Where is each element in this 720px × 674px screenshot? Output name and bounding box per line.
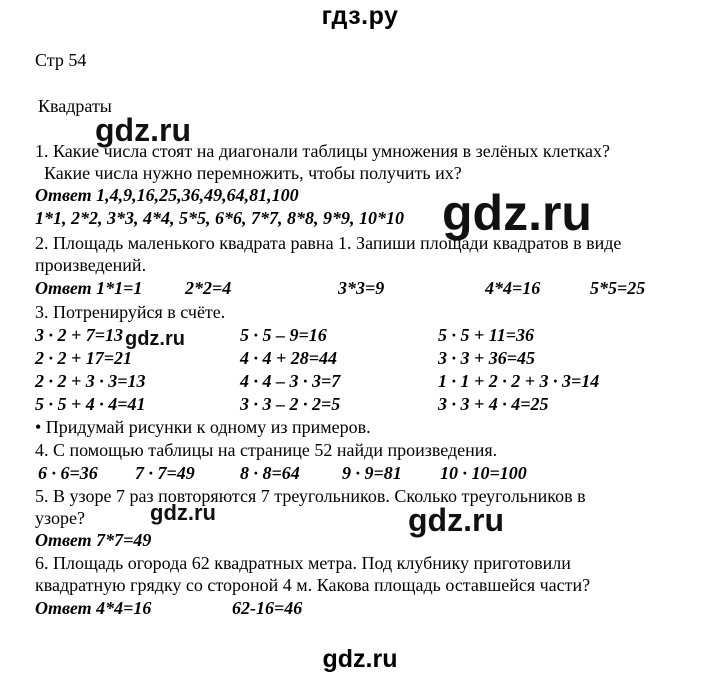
q3-cell: 2 · 2 + 3 · 3=13	[35, 371, 146, 391]
watermark: gdz.ru	[95, 112, 191, 148]
q6-text-line2: квадратную грядку со стороной 4 м. Какова площадь оставшейся части?	[35, 575, 591, 595]
q3-cell: 4 · 4 + 28=44	[240, 348, 338, 368]
page-label: Стр 54	[35, 50, 87, 70]
q2-text-line1: 2. Площадь маленького квадрата равна 1. Запиши площади квадратов в виде	[35, 233, 622, 253]
watermark: gdz.ru	[125, 328, 185, 350]
q5-text-line1: 5. В узоре 7 раз повторяются 7 треугольников. Сколько треугольников в	[35, 486, 586, 506]
q3-cell: 4 · 4 – 3 · 3=7	[240, 371, 341, 391]
q6-text-line1: 6. Площадь огорода 62 квадратных метра. Под клубнику приготовили	[35, 553, 571, 573]
q3-text: 3. Потренируйся в счёте.	[35, 302, 226, 322]
site-header: гдз.ру	[321, 2, 399, 30]
q4-text: 4. С помощью таблицы на странице 52 найди произведения.	[35, 440, 498, 460]
q4-answer: 10 · 10=100	[440, 463, 527, 483]
q6-answer-2: 62-16=46	[232, 598, 303, 618]
q3-cell: 3 · 3 + 4 · 4=25	[438, 394, 549, 414]
q5-text-line2: узоре?	[35, 508, 85, 528]
q4-answer: 8 · 8=64	[240, 463, 300, 483]
q3-cell: 3 · 3 – 2 · 2=5	[240, 394, 341, 414]
q2-answer-4: 4*4=16	[485, 278, 541, 298]
q1-products: 1*1, 2*2, 3*3, 4*4, 5*5, 6*6, 7*7, 8*8, 9*9, 10*10	[35, 208, 404, 228]
q6-answer-1: Ответ 4*4=16	[35, 598, 152, 618]
q2-text-line2: произведений.	[35, 255, 147, 275]
q5-answer: Ответ 7*7=49	[35, 530, 152, 550]
q3-cell: 3 · 2 + 7=13	[35, 325, 124, 345]
q3-cell: 5 · 5 + 4 · 4=41	[35, 394, 146, 414]
watermark: gdz.ru	[408, 502, 504, 538]
q3-cell: 5 · 5 – 9=16	[240, 325, 327, 345]
watermark: gdz.ru	[442, 185, 592, 241]
q2-answer-3: 3*3=9	[338, 278, 385, 298]
q1-answer: Ответ 1,4,9,16,25,36,49,64,81,100	[35, 185, 299, 205]
topic-title: Квадраты	[38, 96, 112, 116]
site-footer: gdz.ru	[322, 645, 398, 673]
q3-cell: 1 · 1 + 2 · 2 + 3 · 3=14	[438, 371, 600, 391]
q2-answer-2: 2*2=4	[185, 278, 232, 298]
q3-cell: 3 · 3 + 36=45	[438, 348, 536, 368]
q2-answer-1: Ответ 1*1=1	[35, 278, 143, 298]
q3-note: • Придумай рисунки к одному из примеров.	[35, 417, 371, 437]
q4-answer: 7 · 7=49	[135, 463, 195, 483]
watermark: gdz.ru	[150, 500, 216, 525]
q3-cell: 5 · 5 + 11=36	[438, 325, 535, 345]
q2-answer-5: 5*5=25	[590, 278, 646, 298]
q3-cell: 2 · 2 + 17=21	[35, 348, 133, 368]
q1-text-line1: 1. Какие числа стоят на диагонали таблицы умножения в зелёных клетках?	[35, 141, 610, 161]
q4-answer: 9 · 9=81	[342, 463, 402, 483]
q4-answer: 6 · 6=36	[38, 463, 98, 483]
q1-text-line2: Какие числа нужно перемножить, чтобы получить их?	[44, 163, 462, 183]
